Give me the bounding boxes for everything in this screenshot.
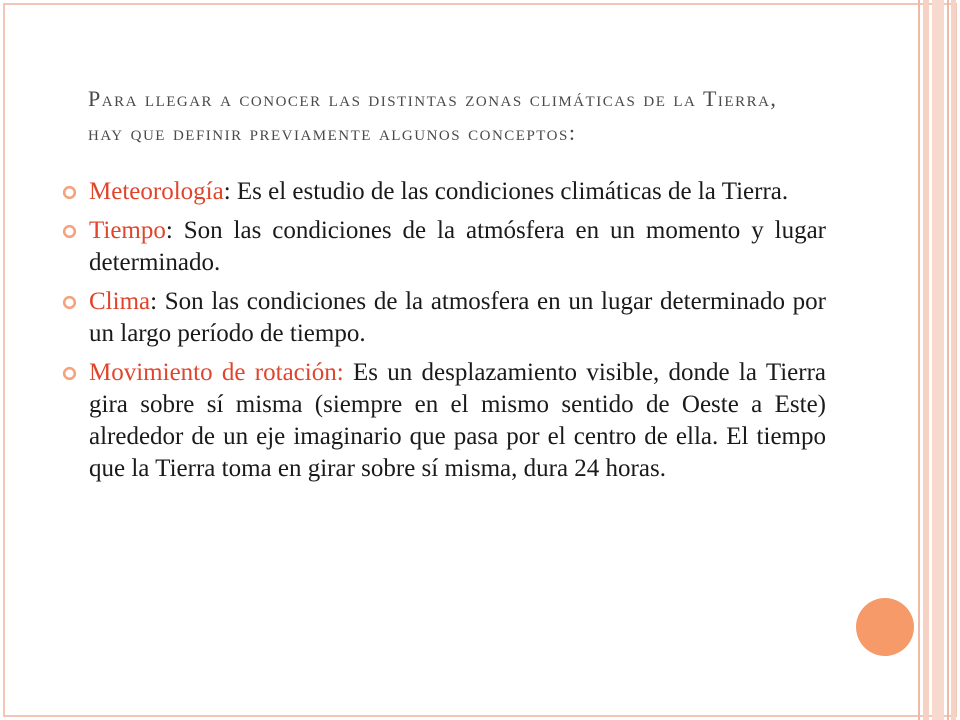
bullet-text: Son las condiciones de la atmósfera en un momento y lugar determinado. <box>89 217 826 276</box>
decorative-stripe <box>951 0 956 720</box>
bullet-item-tiempo <box>62 215 826 279</box>
bullet-text: Es un desplazamiento visible, donde la Tierra gira sobre sí misma (siempre en el mismo sentido de Oeste a Este) alrededor de un eje imaginario que pasa por el centro de ella. El tiempo que la Tierra toma en girar sobre sí misma, dura 24 horas. <box>89 359 826 482</box>
bullet-separator: : <box>165 217 173 244</box>
bullet-term: Tiempo <box>89 217 166 244</box>
bullet-item-clima <box>62 286 826 350</box>
slide-title: Para llegar a conocer las distintas zonas climáticas de la Tierra, hay que definir previamente algunos conceptos: <box>88 86 778 145</box>
ring-bullet-icon <box>62 185 77 200</box>
bullet-term: Meteorología <box>89 178 224 205</box>
bullet-term: Clima <box>89 288 151 315</box>
bullet-text: Es el estudio de las condiciones climáticas de la Tierra. <box>230 178 789 205</box>
bullet-separator: : <box>223 178 231 205</box>
bullet-list <box>62 176 826 492</box>
ring-bullet-icon <box>62 224 77 239</box>
ring-bullet-icon <box>62 366 77 381</box>
ring-bullet-icon <box>62 295 77 310</box>
decorative-stripe <box>932 0 944 720</box>
bullet-item-movimiento-rotacion <box>62 357 826 485</box>
decorative-stripe <box>947 0 949 720</box>
decorative-circle <box>856 598 914 656</box>
decorative-stripe <box>923 0 929 720</box>
bullet-item-meteorologia <box>62 176 826 208</box>
bullet-term: Movimiento de rotación: <box>89 359 344 386</box>
decorative-stripe <box>918 0 920 720</box>
bullet-text: Son las condiciones de la atmosfera en un lugar determinado por un largo período de tiempo. <box>89 288 826 347</box>
bullet-separator: : <box>150 288 158 315</box>
